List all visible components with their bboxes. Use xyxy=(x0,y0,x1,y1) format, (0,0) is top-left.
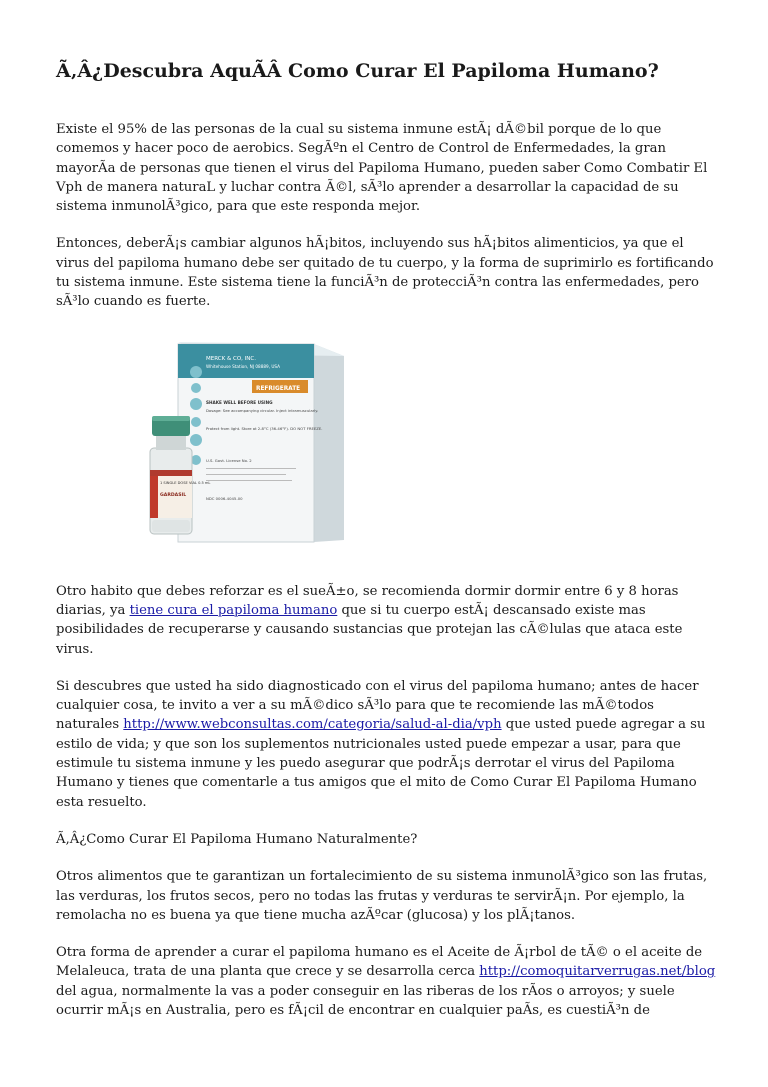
ndc-text: NDC 0006-4045-00 xyxy=(206,495,243,501)
storage-text: Protect from light. Store at 2-8°C (36-46°F). DO NOT FREEZE. xyxy=(206,425,323,431)
paragraph-sleep-text-1: Otro habito que debes reforzar es el sueÃ±o, se recomienda dormir dormir entre 6 y 8 horas diarias, ya xyxy=(56,583,679,618)
shake-well-text: SHAKE WELL BEFORE USING xyxy=(206,399,273,405)
vial-size-text: 1 SINGLE DOSE VIAL 0.5 mL xyxy=(160,480,211,485)
document-page xyxy=(56,58,716,1038)
paragraph-tea-tree xyxy=(56,943,716,1020)
vaccine-product-image xyxy=(134,330,374,548)
vial-label-text: GARDASIL xyxy=(160,492,187,498)
license-text: U.S. Govt. License No. 2 xyxy=(206,457,252,463)
paragraph-intro: Existe el 95% de las personas de la cual su sistema inmune estÃ¡ dÃ©bil porque de lo que comemos y hacer poco de aerobics. SegÃºn el Centro de Control de Enfermedades, la gran mayorÃa de personas que tienen el virus del Papiloma Humano, pueden saber Como Combatir El Vph de manera naturaL y luchar contra Ã©l, sÃ³lo aprender a desarrollar la capacidad de su sistema inmunolÃ³gico, para que este responda mejor. xyxy=(56,122,708,215)
dosage-text: Dosage: See accompanying circular. Inject intramuscularly. xyxy=(206,407,319,413)
paragraph-diagnosis xyxy=(56,677,716,812)
page-title: Ã‚Â¿Descubra AquÃÂ Como Curar El Papiloma Humano? xyxy=(56,60,659,82)
box-brand-text: MERCK & CO, INC. xyxy=(206,355,256,362)
paragraph-foods: Otros alimentos que te garantizan un fortalecimiento de su sistema inmunolÃ³gico son las frutas, las verduras, los frutos secos, pero no todas las frutas y verduras te servirÃ¡n. Por ejemplo, la remolacha no es buena ya que tiene mucha azÃºcar (glucosa) y los plÃ¡tanos. xyxy=(56,869,708,923)
paragraph-diagnosis-text-2: que usted puede agregar a su estilo de vida; y que son los suplementos nutricionales usted puede empezar a usar, para que estimule tu sistema inmune y les puedo asegurar que podrÃ¡s derrotar el virus del Papiloma Humano y tienes que comentarle a tus amigos que el mito de Como Curar El Papiloma Humano esta resuelto. xyxy=(56,717,706,810)
paragraph-sleep xyxy=(56,582,716,659)
refrigerate-label: REFRIGERATE xyxy=(256,385,301,392)
box-address-text: Whitehouse Station, NJ 08889, USA xyxy=(206,363,281,369)
link-webconsultas[interactable]: http://www.webconsultas.com/categoria/salud-al-dia/vph xyxy=(123,717,502,733)
link-comoquitarverrugas[interactable]: http://comoquitarverrugas.net/blog xyxy=(479,964,716,980)
paragraph-habits: Entonces, deberÃ¡s cambiar algunos hÃ¡bitos, incluyendo sus hÃ¡bitos alimenticios, ya que el virus del papiloma humano debe ser quitado de tu cuerpo, y la forma de suprimirlo es fortificando tu sistema inmune. Este sistema tiene la funciÃ³n de protecciÃ³n contra las enfermedades, pero sÃ³lo cuando es fuerte. xyxy=(56,236,714,310)
paragraph-tea-tree-text-2: del agua, normalmente la vas a poder conseguir en las riberas de los rÃos o arroyos; y suele ocurrir mÃ¡s en Australia, pero es fÃ¡cil de encontrar en cualquier paÃs, es cuestiÃ³n de xyxy=(56,983,675,1019)
paragraph-sleep-text-2: que si tu cuerpo estÃ¡ descansado existe mas posibilidades de recuperarse y causando sustancias que protejan las cÃ©lulas que ataca este virus. xyxy=(56,602,683,657)
subheading-naturally: Ã‚Â¿Como Curar El Papiloma Humano Naturalmente? xyxy=(56,831,418,847)
vaccine-box-and-vial-illustration xyxy=(134,330,374,548)
paragraph-diagnosis-text-1: Si descubres que usted ha sido diagnosticado con el virus del papiloma humano; antes de hacer cualquier cosa, te invito a ver a su mÃ©dico sÃ³lo para que te recomiende las mÃ©todos naturales xyxy=(56,678,699,733)
paragraph-tea-tree-text-1: Otra forma de aprender a curar el papiloma humano es el Aceite de Ã¡rbol de tÃ© o el aceite de Melaleuca, trata de una planta que crece y se desarrolla cerca xyxy=(56,945,703,980)
link-tiene-cura[interactable]: tiene cura el papiloma humano xyxy=(129,602,338,618)
